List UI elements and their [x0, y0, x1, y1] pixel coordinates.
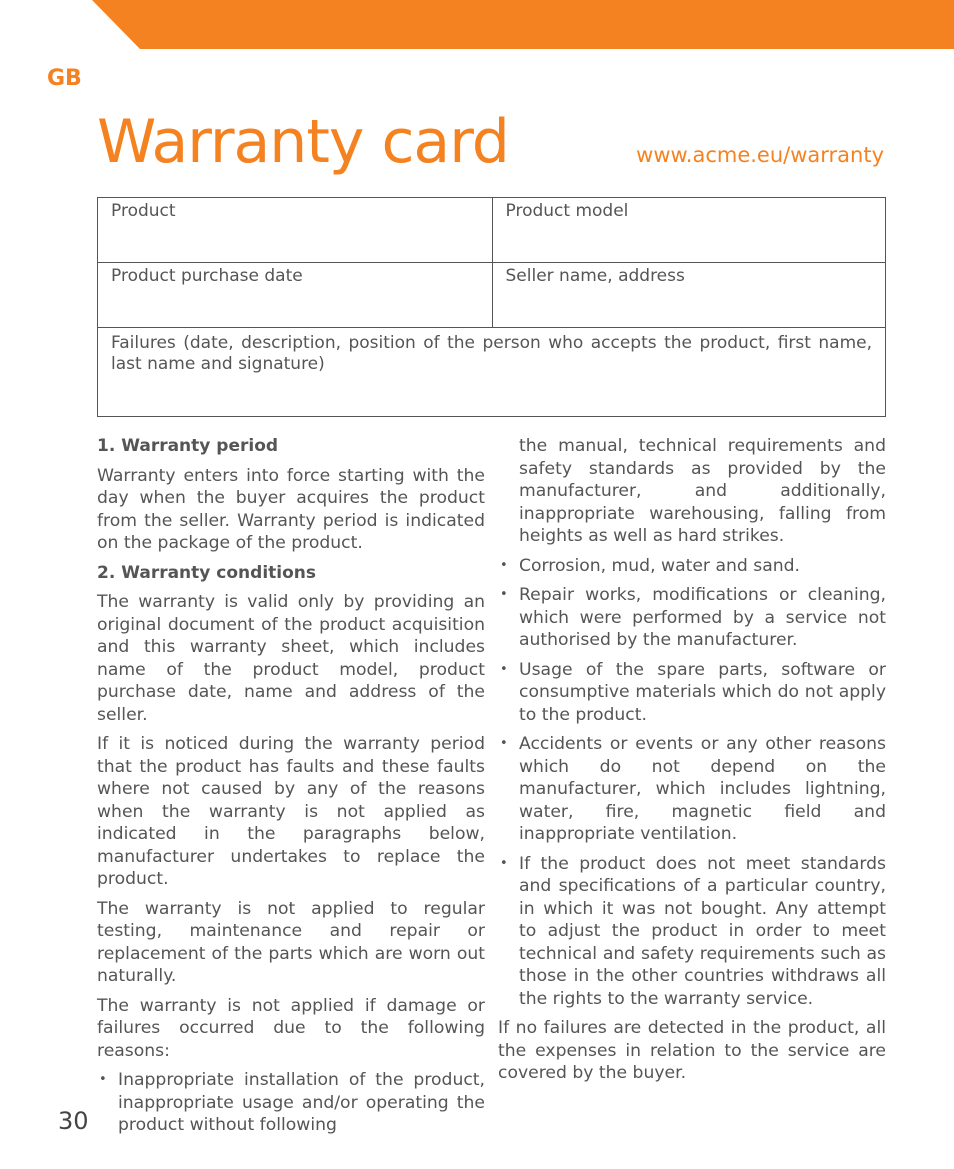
- failures-field[interactable]: Failures (date, description, position of the person who accepts the product, first name, last name and signature): [111, 333, 872, 374]
- warranty-form: [97, 197, 886, 417]
- left-column: [97, 435, 485, 1144]
- bullet-6: • If the product does not meet standards and specifications of a particular country, in which it was not bought. Any attempt to adjust the product in order to meet technical and safety requirements such as those in the other countries withdraws all the rights to the warranty service.: [498, 853, 886, 1011]
- page-title: Warranty card: [97, 107, 509, 177]
- paragraph-2: If it is noticed during the warranty period that the product has faults and these faults where not caused by any of the reasons when the warranty is not applied as indicated in the paragraphs below, manufacturer undertakes to replace the product.: [97, 734, 485, 889]
- right-column: [498, 435, 886, 1092]
- header-band: [0, 0, 954, 49]
- bullet-1-continued: the manual, technical requirements and safety standards as provided by the manufacturer, and additionally, inappropriate warehousing, falling from heights as well as hard strikes.: [519, 436, 886, 546]
- bullet-3: • Repair works, modifications or cleaning, which were performed by a service not authorised by the manufacturer.: [498, 584, 886, 652]
- form-row-product: [98, 198, 885, 263]
- seller-field[interactable]: Seller name, address: [492, 263, 886, 327]
- form-row-purchase: [98, 263, 885, 328]
- closing-paragraph: If no failures are detected in the product, all the expenses in relation to the service are covered by the buyer.: [498, 1018, 886, 1083]
- paragraph-1: The warranty is valid only by providing an original document of the product acquisition and this warranty sheet, which includes name of the product model, product purchase date, name and address of the seller.: [97, 592, 485, 725]
- purchase-date-field[interactable]: Product purchase date: [111, 266, 303, 286]
- warranty-url: www.acme.eu/warranty: [636, 143, 884, 167]
- section1-text: Warranty enters into force starting with the day when the buyer acquires the product from the seller. Warranty period is indicated on the package of the product.: [97, 465, 485, 553]
- paragraph-4: The warranty is not applied if damage or failures occurred due to the following reasons:: [97, 995, 485, 1061]
- section2-heading: 2. Warranty conditions: [97, 562, 316, 583]
- bullet-2: • Corrosion, mud, water and sand.: [498, 555, 886, 578]
- language-code: GB: [47, 66, 82, 91]
- page-number: 30: [58, 1107, 89, 1135]
- product-model-field[interactable]: Product model: [492, 198, 886, 262]
- bullet-4: • Usage of the spare parts, software or consumptive materials which do not apply to the product.: [498, 659, 886, 727]
- form-row-failures: [98, 328, 885, 416]
- paragraph-3: The warranty is not applied to regular testing, maintenance and repair or replacement of the parts which are worn out naturally.: [97, 898, 485, 986]
- bullet-5: • Accidents or events or any other reasons which do not depend on the manufacturer, which includes lightning, water, fire, magnetic field and inappropriate ventilation.: [498, 733, 886, 846]
- section1-heading: 1. Warranty period: [97, 436, 279, 456]
- bullet-1: • Inappropriate installation of the product, inappropriate usage and/or operating the product without following: [97, 1069, 485, 1137]
- product-field[interactable]: Product: [111, 201, 176, 221]
